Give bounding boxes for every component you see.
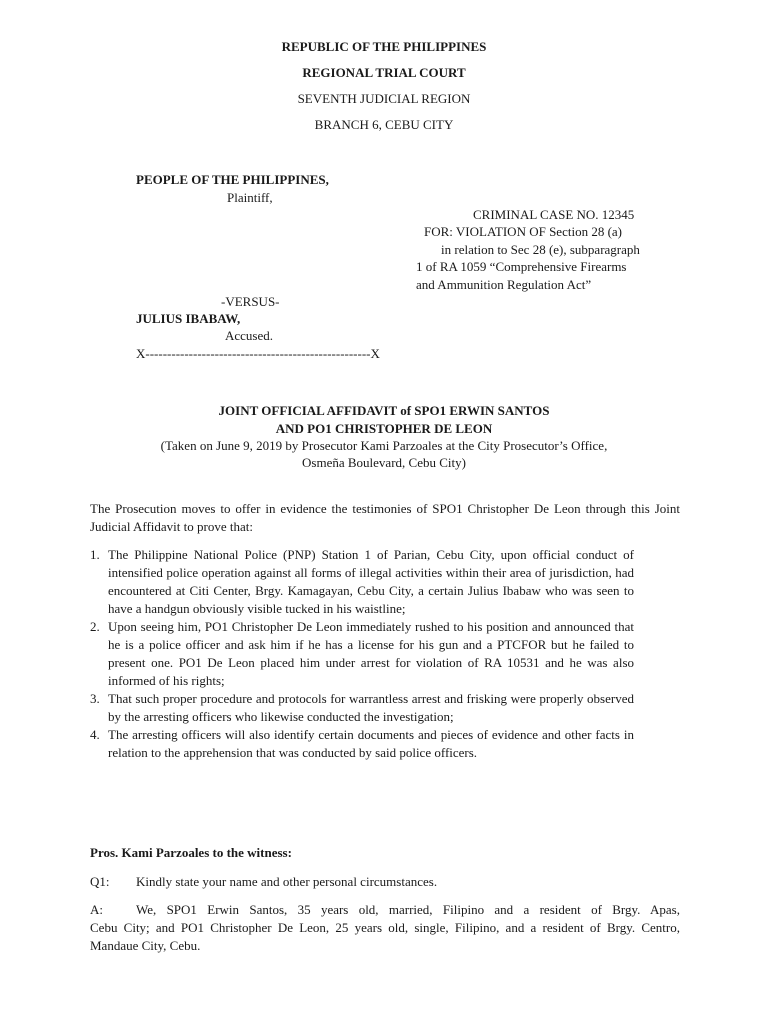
accused-role: Accused. [225,328,274,343]
list-item [90,726,634,762]
offer-points-list [90,546,634,762]
point-number: 3. [90,691,100,706]
answer-label: A: [90,902,103,917]
charge-line-2: in relation to Sec 28 (e), subparagraph [441,242,640,257]
court-header-rtc: REGIONAL TRIAL COURT [302,65,466,80]
plaintiff-name: PEOPLE OF THE PHILIPPINES, [136,172,329,187]
question-text: Kindly state your name and other personal circumstances. [136,874,438,889]
point-text: The arresting officers will also identify certain documents and pieces of evidence and other facts in relation to the apprehension that was conducted by said police officers. [108,727,634,760]
case-number: CRIMINAL CASE NO. 12345 [473,207,635,222]
affidavit-title-line-2: AND PO1 CHRISTOPHER DE LEON [275,421,493,436]
affidavit-title-line-1: JOINT OFFICIAL AFFIDAVIT of SPO1 ERWIN SANTOS [218,403,550,418]
answer-first-line: We, SPO1 Erwin Santos, 35 years old, married, Filipino and a resident of Brgy. Apas, [136,902,680,917]
point-text: That such proper procedure and protocols for warrantless arrest and frisking were properly observed by the arresting officers who likewise conducted the investigation; [108,691,634,724]
charge-line-1: FOR: VIOLATION OF Section 28 (a) [424,224,622,239]
court-header-republic: REPUBLIC OF THE PHILIPPINES [281,39,487,54]
affidavit-taken-line-2: Osmeña Boulevard, Cebu City) [302,455,466,470]
affidavit-taken-line-1: (Taken on June 9, 2019 by Prosecutor Kami Parzoales at the City Prosecutor’s Office, [160,438,608,453]
intro-paragraph: The Prosecution moves to offer in evidence the testimonies of SPO1 Christopher De Leon through this Joint Judicial Affidavit to prove that: [90,501,680,534]
charge-line-4: and Ammunition Regulation Act” [416,277,592,292]
charge-line-3: 1 of RA 1059 “Comprehensive Firearms [416,259,627,274]
accused-name: JULIUS IBABAW, [136,311,241,326]
question-label: Q1: [90,874,110,889]
list-item [90,546,634,618]
versus-label: -VERSUS- [221,294,280,309]
point-number: 1. [90,547,100,562]
examination-heading: Pros. Kami Parzoales to the witness: [90,845,292,860]
list-item [90,618,634,690]
plaintiff-role: Plaintiff, [227,190,273,205]
point-number: 2. [90,619,100,634]
caption-separator: X----------------------------------------------------X [136,346,380,361]
point-number: 4. [90,727,100,742]
answer-continuation: Cebu City; and PO1 Christopher De Leon, 25 years old, single, Filipino, and a resident of Brgy. Centro, Mandaue City, Cebu. [90,920,680,953]
point-text: The Philippine National Police (PNP) Station 1 of Parian, Cebu City, upon official conduct of intensified police operation against all forms of illegal activities within their area of jurisdiction, had encountered at Citi Center, Brgy. Kamagayan, Cebu City, a certain Julius Ibabaw who was seen to have a handgun obviously visible tucked in his waistline; [108,547,634,616]
court-header-branch: BRANCH 6, CEBU CITY [314,117,454,132]
court-header-region: SEVENTH JUDICIAL REGION [297,91,471,106]
point-text: Upon seeing him, PO1 Christopher De Leon immediately rushed to his position and announced that he is a police officer and ask him if he has a license for his gun and a PTCFOR but he failed to present one. PO1 De Leon placed him under arrest for violation of RA 10531 and he was also informed of his rights; [108,619,634,688]
list-item [90,690,634,726]
